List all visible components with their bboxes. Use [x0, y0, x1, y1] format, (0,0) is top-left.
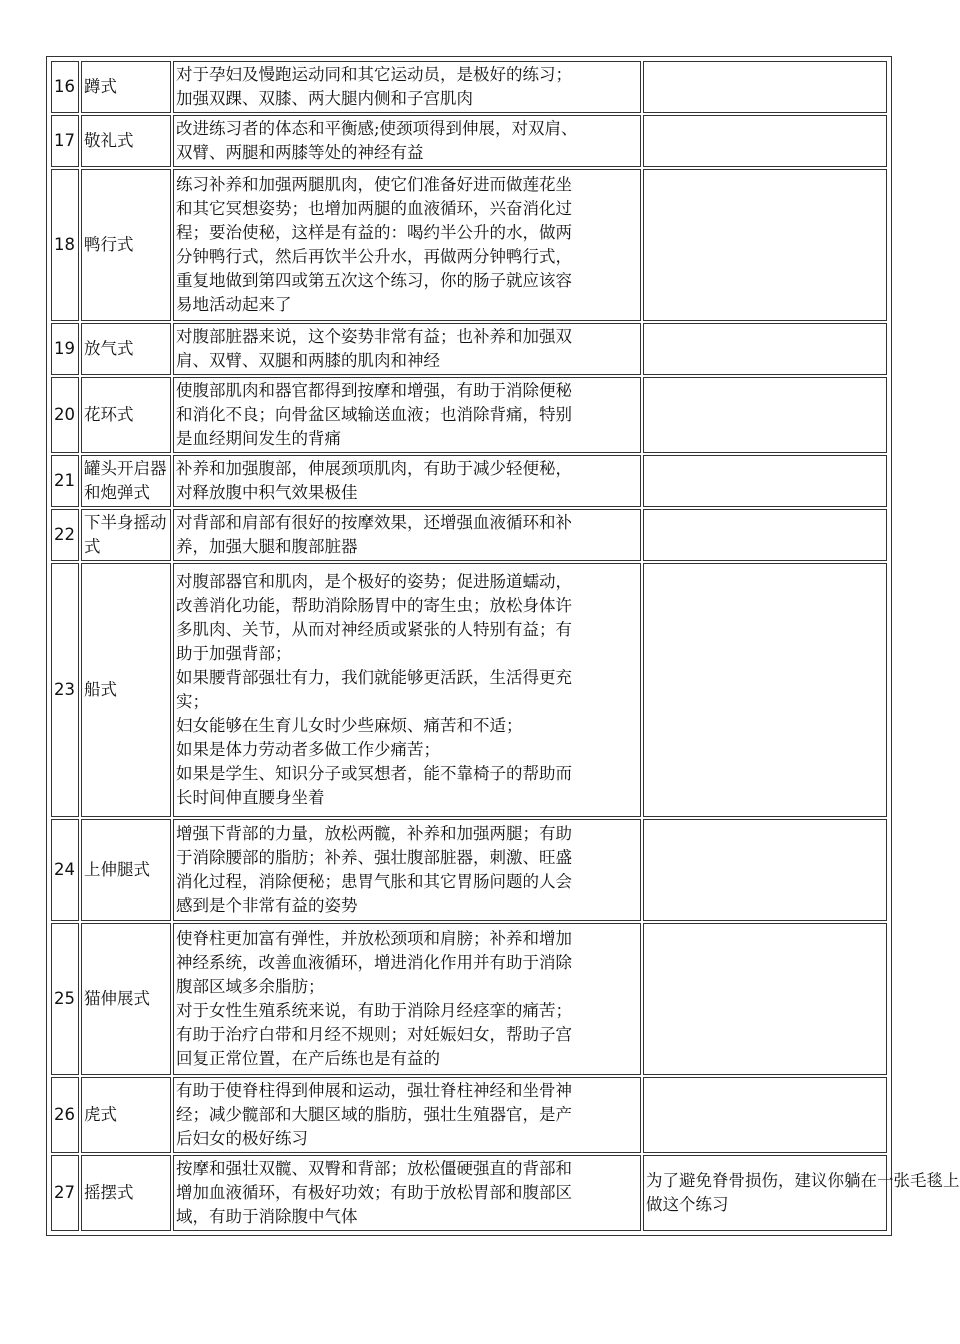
benefit-line: 使脊柱更加富有弹性，并放松颈项和肩膀；补养和增加	[176, 929, 572, 948]
benefit-line: 后妇女的极好练习	[176, 1129, 308, 1148]
benefit-line: 神经系统，改善血液循环，增进消化作用并有助于消除	[176, 953, 572, 972]
pose-note	[643, 563, 887, 817]
pose-note	[643, 115, 887, 167]
pose-benefits	[173, 115, 641, 167]
pose-note	[643, 819, 887, 921]
pose-benefits	[173, 1155, 641, 1231]
pose-name: 猫伸展式	[81, 923, 171, 1075]
yoga-pose-table	[49, 59, 960, 1233]
row-number: 17	[51, 115, 79, 167]
benefit-line: 改善消化功能，帮助消除肠胃中的寄生虫；放松身体许	[176, 596, 572, 615]
benefit-line: 对释放腹中积气效果极佳	[176, 483, 358, 502]
pose-name: 鸭行式	[81, 169, 171, 321]
pose-name: 摇摆式	[81, 1155, 171, 1231]
benefit-line: 域，有助于消除腹中气体	[176, 1207, 358, 1226]
table-row	[51, 923, 887, 1075]
benefit-line: 增加血液循环，有极好功效；有助于放松胃部和腹部区	[176, 1183, 572, 1202]
pose-benefits	[173, 61, 641, 113]
table-row	[51, 169, 887, 321]
benefit-line: 于消除腰部的脂肪；补养、强壮腹部脏器，刺激、旺盛	[176, 848, 572, 867]
benefit-line: 感到是个非常有益的姿势	[176, 896, 358, 915]
pose-note	[643, 61, 887, 113]
benefit-line: 是血经期间发生的背痛	[176, 429, 341, 448]
benefit-line: 程；要治使秘，这样是有益的：喝约半公升的水，做两	[176, 223, 572, 242]
benefit-line: 分钟鸭行式，然后再饮半公升水，再做两分钟鸭行式，	[176, 247, 572, 266]
benefit-line: 如果是体力劳动者多做工作少痛苦；	[176, 740, 440, 759]
benefit-line: 重复地做到第四或第五次这个练习，你的肠子就应该容	[176, 271, 572, 290]
table-row	[51, 1155, 887, 1231]
pose-note	[643, 1155, 960, 1231]
pose-name: 放气式	[81, 323, 171, 375]
benefit-line: 腹部区域多余脂肪；	[176, 977, 325, 996]
benefit-line: 对于女性生殖系统来说，有助于消除月经痉挛的痛苦；	[176, 1001, 572, 1020]
benefit-line: 有助于治疗白带和月经不规则；对妊娠妇女，帮助子宫	[176, 1025, 572, 1044]
benefit-line: 助于加强背部；	[176, 644, 292, 663]
row-number: 20	[51, 377, 79, 453]
benefit-line: 养，加强大腿和腹部脏器	[176, 537, 358, 556]
table-row	[51, 563, 887, 817]
pose-note	[643, 169, 887, 321]
pose-note	[643, 509, 887, 561]
benefit-line: 和消化不良；向骨盆区域输送血液；也消除背痛，特别	[176, 405, 572, 424]
benefit-line: 对腹部器官和肌肉，是个极好的姿势；促进肠道蠕动，	[176, 572, 572, 591]
pose-name: 下半身摇动式	[81, 509, 171, 561]
benefit-line: 回复正常位置，在产后练也是有益的	[176, 1049, 440, 1068]
benefit-line: 如果是学生、知识分子或冥想者，能不靠椅子的帮助而	[176, 764, 572, 783]
row-number: 19	[51, 323, 79, 375]
pose-name: 敬礼式	[81, 115, 171, 167]
row-number: 25	[51, 923, 79, 1075]
benefit-line: 练习补养和加强两腿肌肉，使它们准备好进而做莲花坐	[176, 175, 572, 194]
pose-name: 花环式	[81, 377, 171, 453]
pose-note	[643, 377, 887, 453]
benefit-line: 长时间伸直腰身坐着	[176, 788, 325, 807]
row-number: 16	[51, 61, 79, 113]
benefit-line: 经；减少髋部和大腿区域的脂肪，强壮生殖器官，是产	[176, 1105, 572, 1124]
table-body	[51, 61, 960, 1231]
pose-note	[643, 323, 887, 375]
table-row	[51, 323, 887, 375]
row-number: 24	[51, 819, 79, 921]
pose-benefits	[173, 377, 641, 453]
table-row	[51, 377, 887, 453]
pose-benefits	[173, 923, 641, 1075]
benefit-line: 补养和加强腹部，伸展颈项肌肉，有助于减少轻便秘，	[176, 459, 572, 478]
pose-name: 罐头开启器和炮弹式	[81, 455, 171, 507]
table-row	[51, 1077, 887, 1153]
row-number: 27	[51, 1155, 79, 1231]
benefit-line: 有助于使脊柱得到伸展和运动，强壮脊柱神经和坐骨神	[176, 1081, 572, 1100]
benefit-line: 改进练习者的体态和平衡感;使颈项得到伸展，对双肩、	[176, 119, 578, 138]
benefit-line: 对腹部脏器来说，这个姿势非常有益；也补养和加强双	[176, 327, 572, 346]
benefit-line: 妇女能够在生育儿女时少些麻烦、痛苦和不适；	[176, 716, 523, 735]
pose-name: 虎式	[81, 1077, 171, 1153]
row-number: 26	[51, 1077, 79, 1153]
pose-benefits	[173, 819, 641, 921]
table-row	[51, 455, 887, 507]
benefit-line: 按摩和强壮双髋、双臀和背部；放松僵硬强直的背部和	[176, 1159, 572, 1178]
row-number: 21	[51, 455, 79, 507]
benefit-line: 实；	[176, 692, 209, 711]
benefit-line: 消化过程，消除便秘；患胃气胀和其它胃肠问题的人会	[176, 872, 572, 891]
benefit-line: 增强下背部的力量，放松两髋，补养和加强两腿；有助	[176, 824, 572, 843]
pose-benefits	[173, 323, 641, 375]
benefit-line: 对于孕妇及慢跑运动同和其它运动员，是极好的练习；	[176, 65, 572, 84]
pose-name: 上伸腿式	[81, 819, 171, 921]
benefit-line: 加强双踝、双膝、两大腿内侧和子宫肌肉	[176, 89, 473, 108]
table-row	[51, 115, 887, 167]
pose-name: 船式	[81, 563, 171, 817]
pose-benefits	[173, 169, 641, 321]
note-line: 做这个练习	[646, 1195, 729, 1214]
benefit-line: 肩、双臂、双腿和两膝的肌肉和神经	[176, 351, 440, 370]
table-row	[51, 819, 887, 921]
pose-note	[643, 923, 887, 1075]
benefit-line: 使腹部肌肉和器官都得到按摩和增强，有助于消除便秘	[176, 381, 572, 400]
benefit-line: 和其它冥想姿势；也增加两腿的血液循环，兴奋消化过	[176, 199, 572, 218]
benefit-line: 对背部和肩部有很好的按摩效果，还增强血液循环和补	[176, 513, 572, 532]
row-number: 23	[51, 563, 79, 817]
table-row	[51, 509, 887, 561]
yoga-pose-table-frame	[46, 56, 960, 1236]
pose-benefits	[173, 563, 641, 817]
row-number: 22	[51, 509, 79, 561]
pose-note	[643, 455, 887, 507]
benefit-line: 多肌肉、关节，从而对神经质或紧张的人特别有益；有	[176, 620, 572, 639]
benefit-line: 如果腰背部强壮有力，我们就能够更活跃，生活得更充	[176, 668, 572, 687]
row-number: 18	[51, 169, 79, 321]
benefit-line: 双臂、两腿和两膝等处的神经有益	[176, 143, 424, 162]
pose-name: 蹲式	[81, 61, 171, 113]
pose-benefits	[173, 509, 641, 561]
pose-note	[643, 1077, 887, 1153]
pose-benefits	[173, 455, 641, 507]
note-line: 为了避免脊骨损伤，建议你躺在一张毛毯上	[646, 1171, 960, 1190]
pose-benefits	[173, 1077, 641, 1153]
table-row	[51, 61, 887, 113]
benefit-line: 易地活动起来了	[176, 295, 292, 314]
